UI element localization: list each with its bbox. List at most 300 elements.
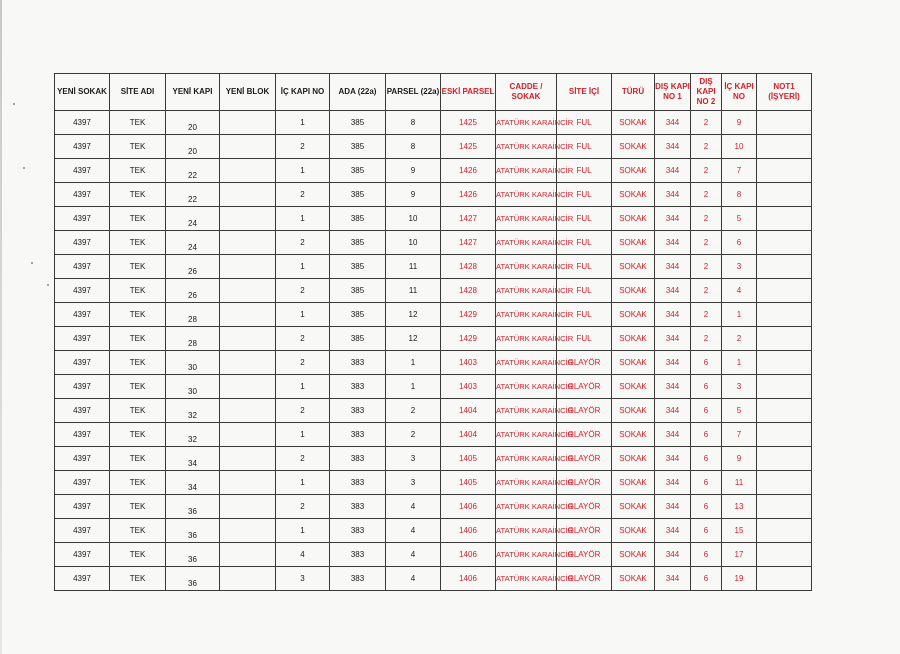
- cell-dis1: 344: [655, 567, 691, 591]
- cell-ic: 1: [276, 207, 330, 231]
- cell-dis2: 2: [691, 111, 722, 135]
- cell-eski: 1426: [441, 183, 496, 207]
- cell-kapi: 26: [166, 279, 220, 303]
- cell-ada: 383: [330, 423, 386, 447]
- cell-eski: 1425: [441, 111, 496, 135]
- cell-dis1: 344: [655, 183, 691, 207]
- cell-site: TEK: [110, 399, 166, 423]
- cell-siteici: FUL: [557, 207, 612, 231]
- table-row: [55, 447, 812, 471]
- cell-not: [757, 375, 812, 399]
- cell-ic: 2: [276, 495, 330, 519]
- cell-eski: 1406: [441, 567, 496, 591]
- cell-not: [757, 423, 812, 447]
- cell-blok: [220, 399, 276, 423]
- cell-ada: 385: [330, 231, 386, 255]
- cell-dis2: 6: [691, 351, 722, 375]
- table-row: [55, 471, 812, 495]
- cell-ic: 4: [276, 543, 330, 567]
- cell-ic: 2: [276, 351, 330, 375]
- cell-dis1: 344: [655, 111, 691, 135]
- scan-edge: [0, 0, 2, 654]
- cell-eski: 1405: [441, 447, 496, 471]
- cell-blok: [220, 543, 276, 567]
- cell-blok: [220, 351, 276, 375]
- cell-dis1: 344: [655, 327, 691, 351]
- cell-ic2: 6: [722, 231, 757, 255]
- cell-turu: SOKAK: [612, 567, 655, 591]
- cell-blok: [220, 303, 276, 327]
- cell-parsel: 1: [386, 351, 441, 375]
- cell-eski: 1428: [441, 279, 496, 303]
- cell-siteici: FUL: [557, 303, 612, 327]
- cell-siteici: FUL: [557, 183, 612, 207]
- table-row: [55, 183, 812, 207]
- cell-not: [757, 303, 812, 327]
- cell-ada: 383: [330, 495, 386, 519]
- cell-ada: 383: [330, 567, 386, 591]
- cell-not: [757, 567, 812, 591]
- cell-dis1: 344: [655, 423, 691, 447]
- cell-kapi: 26: [166, 255, 220, 279]
- cell-cadde: ATATÜRK KARAİNCİR: [496, 543, 557, 567]
- cell-not: [757, 111, 812, 135]
- cell-eski: 1406: [441, 519, 496, 543]
- table-row: [55, 567, 812, 591]
- table-row: [55, 423, 812, 447]
- cell-ic: 3: [276, 567, 330, 591]
- cell-blok: [220, 447, 276, 471]
- cell-parsel: 3: [386, 447, 441, 471]
- table-row: [55, 399, 812, 423]
- cell-not: [757, 351, 812, 375]
- cell-dis2: 6: [691, 447, 722, 471]
- cell-not: [757, 159, 812, 183]
- cell-parsel: 12: [386, 303, 441, 327]
- cell-turu: SOKAK: [612, 303, 655, 327]
- cell-kapi: 34: [166, 447, 220, 471]
- cell-dis2: 2: [691, 159, 722, 183]
- cell-not: [757, 231, 812, 255]
- cell-cadde: ATATÜRK KARAİNCİR: [496, 351, 557, 375]
- cell-turu: SOKAK: [612, 111, 655, 135]
- cell-not: [757, 519, 812, 543]
- column-header: DIŞ KAPI NO 1: [655, 74, 691, 111]
- table-row: [55, 495, 812, 519]
- cell-ada: 385: [330, 135, 386, 159]
- scan-speck: [47, 284, 49, 286]
- table-row: [55, 255, 812, 279]
- cell-dis1: 344: [655, 135, 691, 159]
- cell-dis1: 344: [655, 207, 691, 231]
- cell-ada: 383: [330, 447, 386, 471]
- cell-dis2: 2: [691, 279, 722, 303]
- cell-siteici: GLAYÖR: [557, 447, 612, 471]
- cell-ic2: 4: [722, 279, 757, 303]
- table-row: [55, 207, 812, 231]
- cell-site: TEK: [110, 159, 166, 183]
- cell-siteici: FUL: [557, 327, 612, 351]
- cell-turu: SOKAK: [612, 207, 655, 231]
- cell-blok: [220, 375, 276, 399]
- cell-ic2: 8: [722, 183, 757, 207]
- cell-parsel: 2: [386, 423, 441, 447]
- cell-ada: 385: [330, 327, 386, 351]
- table-row: [55, 111, 812, 135]
- cell-turu: SOKAK: [612, 519, 655, 543]
- table-body: [55, 111, 812, 591]
- cell-site: TEK: [110, 303, 166, 327]
- cell-ada: 383: [330, 519, 386, 543]
- cell-parsel: 11: [386, 279, 441, 303]
- cell-siteici: GLAYÖR: [557, 567, 612, 591]
- cell-ic2: 15: [722, 519, 757, 543]
- cell-ic2: 9: [722, 447, 757, 471]
- cell-sokak: 4397: [55, 351, 110, 375]
- table-row: [55, 159, 812, 183]
- cell-not: [757, 327, 812, 351]
- cell-ic: 1: [276, 423, 330, 447]
- cell-ic: 1: [276, 375, 330, 399]
- cell-site: TEK: [110, 543, 166, 567]
- cell-cadde: ATATÜRK KARAİNCİR: [496, 135, 557, 159]
- cell-site: TEK: [110, 447, 166, 471]
- cell-ada: 385: [330, 183, 386, 207]
- column-header: SİTE İÇİ: [557, 74, 612, 111]
- cell-site: TEK: [110, 135, 166, 159]
- cell-kapi: 22: [166, 183, 220, 207]
- cell-blok: [220, 159, 276, 183]
- cell-turu: SOKAK: [612, 471, 655, 495]
- cell-kapi: 36: [166, 495, 220, 519]
- cell-ic2: 2: [722, 327, 757, 351]
- cell-ada: 385: [330, 111, 386, 135]
- cell-sokak: 4397: [55, 447, 110, 471]
- cell-blok: [220, 255, 276, 279]
- cell-kapi: 28: [166, 303, 220, 327]
- cell-dis2: 2: [691, 231, 722, 255]
- cell-ic: 1: [276, 519, 330, 543]
- cell-not: [757, 471, 812, 495]
- cell-kapi: 28: [166, 327, 220, 351]
- cell-sokak: 4397: [55, 279, 110, 303]
- cell-dis2: 2: [691, 303, 722, 327]
- cell-site: TEK: [110, 279, 166, 303]
- cell-parsel: 4: [386, 543, 441, 567]
- cell-ada: 385: [330, 255, 386, 279]
- cell-parsel: 10: [386, 207, 441, 231]
- cell-blok: [220, 183, 276, 207]
- cell-parsel: 9: [386, 183, 441, 207]
- cell-ada: 383: [330, 375, 386, 399]
- column-header: İÇ KAPI NO: [276, 74, 330, 111]
- column-header: YENİ KAPI: [166, 74, 220, 111]
- table-row: [55, 327, 812, 351]
- column-header: SİTE ADI: [110, 74, 166, 111]
- cell-sokak: 4397: [55, 399, 110, 423]
- cell-sokak: 4397: [55, 303, 110, 327]
- column-header: NOT1 (İŞYERİ): [757, 74, 812, 111]
- cell-sokak: 4397: [55, 423, 110, 447]
- cell-ic: 1: [276, 303, 330, 327]
- cell-ada: 385: [330, 303, 386, 327]
- cell-dis1: 344: [655, 279, 691, 303]
- cell-ic: 1: [276, 471, 330, 495]
- cell-parsel: 9: [386, 159, 441, 183]
- cell-blok: [220, 231, 276, 255]
- cell-siteici: GLAYÖR: [557, 399, 612, 423]
- cell-dis1: 344: [655, 351, 691, 375]
- table-row: [55, 519, 812, 543]
- cell-ic: 2: [276, 183, 330, 207]
- cell-ic2: 1: [722, 303, 757, 327]
- cell-not: [757, 279, 812, 303]
- cell-ic: 2: [276, 231, 330, 255]
- cell-kapi: 34: [166, 471, 220, 495]
- column-header: İÇ KAPI NO: [722, 74, 757, 111]
- cell-site: TEK: [110, 567, 166, 591]
- column-header: TÜRÜ: [612, 74, 655, 111]
- cell-ic: 1: [276, 255, 330, 279]
- cell-sokak: 4397: [55, 327, 110, 351]
- cell-ada: 385: [330, 207, 386, 231]
- cell-parsel: 11: [386, 255, 441, 279]
- cell-not: [757, 255, 812, 279]
- cell-dis2: 2: [691, 207, 722, 231]
- cell-dis1: 344: [655, 159, 691, 183]
- cell-cadde: ATATÜRK KARAİNCİR: [496, 471, 557, 495]
- cell-siteici: GLAYÖR: [557, 495, 612, 519]
- cell-blok: [220, 471, 276, 495]
- cell-ic2: 9: [722, 111, 757, 135]
- cell-cadde: ATATÜRK KARAİNCİR: [496, 399, 557, 423]
- cell-dis1: 344: [655, 495, 691, 519]
- cell-site: TEK: [110, 495, 166, 519]
- cell-cadde: ATATÜRK KARAİNCİR: [496, 303, 557, 327]
- cell-not: [757, 447, 812, 471]
- cell-ada: 383: [330, 399, 386, 423]
- cell-dis1: 344: [655, 375, 691, 399]
- cell-site: TEK: [110, 351, 166, 375]
- cell-ic2: 13: [722, 495, 757, 519]
- cell-siteici: GLAYÖR: [557, 351, 612, 375]
- cell-dis1: 344: [655, 231, 691, 255]
- cell-sokak: 4397: [55, 543, 110, 567]
- cell-eski: 1406: [441, 495, 496, 519]
- cell-ada: 383: [330, 543, 386, 567]
- cell-siteici: FUL: [557, 159, 612, 183]
- table-row: [55, 135, 812, 159]
- cell-turu: SOKAK: [612, 327, 655, 351]
- cell-siteici: GLAYÖR: [557, 519, 612, 543]
- cell-dis2: 6: [691, 423, 722, 447]
- cell-kapi: 24: [166, 207, 220, 231]
- cell-siteici: FUL: [557, 255, 612, 279]
- cell-site: TEK: [110, 183, 166, 207]
- cell-dis2: 2: [691, 255, 722, 279]
- address-table: [54, 73, 812, 591]
- cell-ic2: 17: [722, 543, 757, 567]
- cell-eski: 1428: [441, 255, 496, 279]
- cell-turu: SOKAK: [612, 543, 655, 567]
- cell-kapi: 20: [166, 135, 220, 159]
- cell-ada: 385: [330, 279, 386, 303]
- cell-eski: 1426: [441, 159, 496, 183]
- cell-ic: 2: [276, 447, 330, 471]
- cell-eski: 1406: [441, 543, 496, 567]
- cell-dis1: 344: [655, 447, 691, 471]
- cell-ic: 1: [276, 159, 330, 183]
- cell-dis2: 2: [691, 135, 722, 159]
- cell-ada: 385: [330, 159, 386, 183]
- cell-dis1: 344: [655, 543, 691, 567]
- cell-ic: 2: [276, 135, 330, 159]
- cell-ada: 383: [330, 351, 386, 375]
- cell-turu: SOKAK: [612, 183, 655, 207]
- cell-cadde: ATATÜRK KARAİNCİR: [496, 519, 557, 543]
- cell-siteici: FUL: [557, 231, 612, 255]
- cell-sokak: 4397: [55, 159, 110, 183]
- cell-blok: [220, 567, 276, 591]
- cell-dis2: 6: [691, 399, 722, 423]
- cell-cadde: ATATÜRK KARAİNCİR: [496, 567, 557, 591]
- cell-sokak: 4397: [55, 111, 110, 135]
- cell-turu: SOKAK: [612, 279, 655, 303]
- cell-ic: 1: [276, 111, 330, 135]
- cell-ic2: 1: [722, 351, 757, 375]
- table-row: [55, 351, 812, 375]
- cell-parsel: 8: [386, 135, 441, 159]
- cell-sokak: 4397: [55, 567, 110, 591]
- cell-cadde: ATATÜRK KARAİNCİR: [496, 255, 557, 279]
- cell-kapi: 36: [166, 519, 220, 543]
- column-header: YENİ BLOK: [220, 74, 276, 111]
- cell-dis2: 6: [691, 543, 722, 567]
- cell-blok: [220, 279, 276, 303]
- cell-parsel: 3: [386, 471, 441, 495]
- column-header: YENİ SOKAK: [55, 74, 110, 111]
- cell-ic: 2: [276, 327, 330, 351]
- cell-blok: [220, 111, 276, 135]
- cell-eski: 1429: [441, 327, 496, 351]
- cell-blok: [220, 207, 276, 231]
- cell-siteici: GLAYÖR: [557, 375, 612, 399]
- cell-kapi: 24: [166, 231, 220, 255]
- cell-eski: 1427: [441, 231, 496, 255]
- cell-site: TEK: [110, 255, 166, 279]
- cell-turu: SOKAK: [612, 159, 655, 183]
- table-header-row: [55, 74, 812, 111]
- cell-not: [757, 135, 812, 159]
- cell-dis2: 6: [691, 519, 722, 543]
- cell-site: TEK: [110, 471, 166, 495]
- cell-site: TEK: [110, 327, 166, 351]
- cell-sokak: 4397: [55, 207, 110, 231]
- cell-dis2: 2: [691, 327, 722, 351]
- scan-speck: [31, 262, 33, 264]
- cell-ic2: 5: [722, 399, 757, 423]
- cell-kapi: 36: [166, 543, 220, 567]
- cell-dis2: 2: [691, 183, 722, 207]
- cell-cadde: ATATÜRK KARAİNCİR: [496, 279, 557, 303]
- cell-blok: [220, 327, 276, 351]
- cell-turu: SOKAK: [612, 351, 655, 375]
- cell-siteici: FUL: [557, 279, 612, 303]
- cell-cadde: ATATÜRK KARAİNCİR: [496, 375, 557, 399]
- cell-sokak: 4397: [55, 519, 110, 543]
- cell-cadde: ATATÜRK KARAİNCİR: [496, 111, 557, 135]
- cell-dis1: 344: [655, 471, 691, 495]
- cell-cadde: ATATÜRK KARAİNCİR: [496, 159, 557, 183]
- cell-turu: SOKAK: [612, 255, 655, 279]
- cell-sokak: 4397: [55, 231, 110, 255]
- cell-parsel: 8: [386, 111, 441, 135]
- cell-dis2: 6: [691, 495, 722, 519]
- cell-sokak: 4397: [55, 135, 110, 159]
- cell-site: TEK: [110, 207, 166, 231]
- cell-ic2: 5: [722, 207, 757, 231]
- cell-kapi: 22: [166, 159, 220, 183]
- cell-siteici: GLAYÖR: [557, 543, 612, 567]
- cell-sokak: 4397: [55, 375, 110, 399]
- cell-not: [757, 183, 812, 207]
- cell-blok: [220, 519, 276, 543]
- cell-ic2: 11: [722, 471, 757, 495]
- cell-turu: SOKAK: [612, 135, 655, 159]
- cell-turu: SOKAK: [612, 447, 655, 471]
- table-row: [55, 279, 812, 303]
- cell-kapi: 36: [166, 567, 220, 591]
- cell-kapi: 32: [166, 423, 220, 447]
- cell-blok: [220, 135, 276, 159]
- cell-sokak: 4397: [55, 495, 110, 519]
- cell-eski: 1403: [441, 351, 496, 375]
- cell-siteici: FUL: [557, 111, 612, 135]
- cell-dis1: 344: [655, 303, 691, 327]
- scan-speck: [23, 167, 25, 169]
- table-row: [55, 303, 812, 327]
- cell-parsel: 1: [386, 375, 441, 399]
- cell-turu: SOKAK: [612, 495, 655, 519]
- cell-cadde: ATATÜRK KARAİNCİR: [496, 231, 557, 255]
- column-header: PARSEL (22a): [386, 74, 441, 111]
- cell-ic: 2: [276, 399, 330, 423]
- scan-speck: [13, 103, 15, 105]
- cell-eski: 1427: [441, 207, 496, 231]
- cell-site: TEK: [110, 375, 166, 399]
- cell-parsel: 4: [386, 495, 441, 519]
- cell-eski: 1425: [441, 135, 496, 159]
- cell-siteici: GLAYÖR: [557, 471, 612, 495]
- cell-ic: 2: [276, 279, 330, 303]
- table-row: [55, 375, 812, 399]
- cell-dis2: 6: [691, 567, 722, 591]
- cell-dis2: 6: [691, 471, 722, 495]
- cell-not: [757, 495, 812, 519]
- cell-turu: SOKAK: [612, 231, 655, 255]
- cell-parsel: 12: [386, 327, 441, 351]
- cell-dis1: 344: [655, 399, 691, 423]
- table-row: [55, 543, 812, 567]
- cell-not: [757, 543, 812, 567]
- cell-siteici: GLAYÖR: [557, 423, 612, 447]
- cell-cadde: ATATÜRK KARAİNCİR: [496, 447, 557, 471]
- cell-eski: 1429: [441, 303, 496, 327]
- cell-site: TEK: [110, 519, 166, 543]
- cell-ada: 383: [330, 471, 386, 495]
- cell-blok: [220, 423, 276, 447]
- cell-kapi: 20: [166, 111, 220, 135]
